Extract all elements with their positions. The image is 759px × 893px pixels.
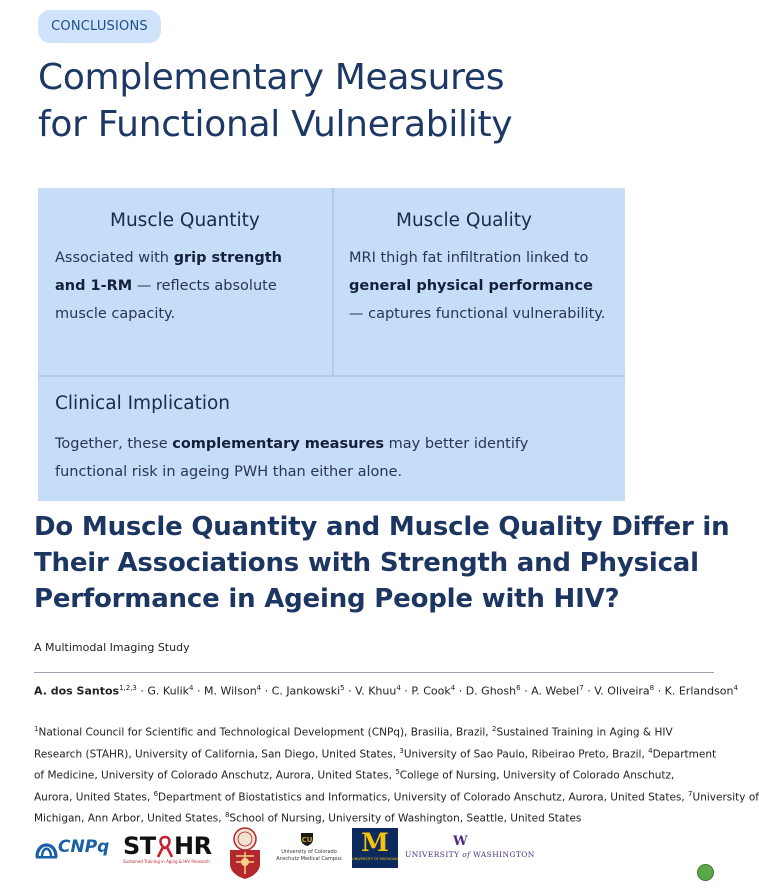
affiliation-mark: 6 bbox=[153, 789, 159, 798]
author-name: V. Oliveira bbox=[594, 684, 650, 698]
affiliation-mark: 7 bbox=[688, 789, 693, 798]
author-name: P. Cook bbox=[411, 684, 451, 698]
author-name: K. Erlandson bbox=[664, 684, 734, 698]
affiliation-text: Michigan, Ann Arbor, United States, bbox=[34, 812, 225, 825]
cu-logo-text-1: University of Colorado bbox=[281, 849, 337, 855]
author-separator: · bbox=[400, 684, 412, 698]
hero-title: Complementary Measures for Functional Vulnerability bbox=[38, 57, 513, 145]
affiliation-mark: 3 bbox=[399, 746, 404, 755]
author-name: D. Ghosh bbox=[465, 684, 517, 698]
author-list bbox=[34, 684, 738, 698]
affiliation-text: University of Sao Paulo, Ribeirao Preto, Brazil, bbox=[403, 748, 649, 760]
umich-logo bbox=[352, 828, 398, 868]
conclusions-panel bbox=[38, 188, 625, 501]
uw-logo bbox=[405, 834, 535, 862]
umich-logo-text: UNIVERSITY OF MICHIGAN bbox=[352, 857, 398, 861]
cu-emblem-icon bbox=[299, 831, 315, 847]
author-name: A. dos Santos bbox=[34, 684, 120, 698]
clinical-implication-body: Together, these complementary measures may better identify functional risk in ageing PWH than either alone. bbox=[55, 436, 529, 480]
affiliation-text: Research (STAHR), University of California, San Diego, United States, bbox=[34, 748, 400, 760]
status-dot bbox=[697, 864, 714, 881]
author-affiliation-mark: 4 bbox=[189, 684, 194, 692]
author-separator: · bbox=[455, 684, 466, 698]
author-separator: · bbox=[583, 684, 595, 698]
title-rule bbox=[34, 672, 714, 673]
author-affiliation-mark: 7 bbox=[579, 684, 584, 692]
affiliation-mark: 1 bbox=[34, 725, 39, 733]
affiliation-text: Department bbox=[652, 748, 717, 760]
affiliation-text: National Council for Scientific and Technological Development (CNPq), Brasilia, Brazil, bbox=[38, 726, 492, 739]
author-affiliation-mark: 4 bbox=[450, 684, 456, 692]
affiliation-text: of Medicine, University of Colorado Anschutz, Aurora, United States, bbox=[34, 769, 396, 782]
author-name: C. Jankowski bbox=[271, 684, 341, 698]
affiliations bbox=[34, 720, 759, 825]
paper-title: Do Muscle Quantity and Muscle Quality Differ in Their Associations with Strength and Physical Performance in Ageing People with HIV? bbox=[34, 512, 730, 614]
affiliation-text: Aurora, United States, bbox=[34, 791, 154, 803]
author-separator: · bbox=[520, 684, 532, 698]
stahr-logo-text-st: ST bbox=[123, 832, 156, 860]
affiliation-text: School of Nursing, University of Washington, Seattle, United States bbox=[229, 812, 582, 825]
author-separator: · bbox=[654, 684, 665, 698]
stahr-logo-text-hr: HR bbox=[174, 832, 212, 860]
cu-logo-text-2: Anschutz Medical Campus bbox=[276, 856, 342, 862]
cnpq-logo-text: CNPq bbox=[58, 837, 110, 857]
muscle-quantity-title: Muscle Quantity bbox=[110, 210, 260, 231]
author-separator: · bbox=[344, 684, 356, 698]
affiliation-mark: 8 bbox=[224, 811, 230, 819]
author-separator: · bbox=[193, 684, 204, 698]
affiliation-text: Department of Biostatistics and Informatics, University of Colorado Anschutz, Aurora, United States, bbox=[158, 791, 689, 803]
author-affiliation-mark: 4 bbox=[256, 684, 262, 692]
muscle-quality-title: Muscle Quality bbox=[396, 210, 533, 231]
umich-block-m-icon: M bbox=[361, 828, 389, 857]
author-name: M. Wilson bbox=[204, 684, 257, 698]
usp-crest-logo bbox=[226, 826, 264, 880]
svg-text:CU: CU bbox=[301, 836, 313, 844]
muscle-quality-body: MRI thigh fat infiltration linked to general physical performance — captures functional vulnerability. bbox=[349, 250, 606, 322]
uw-w-icon: W bbox=[453, 834, 468, 849]
author-separator: · bbox=[136, 684, 148, 698]
author-separator: · bbox=[261, 684, 272, 698]
affiliation-mark: 4 bbox=[648, 746, 653, 755]
author-affiliation-mark: 8 bbox=[649, 684, 655, 692]
muscle-quantity-body: Associated with grip strength and 1-RM — reflects absolute muscle capacity. bbox=[55, 250, 283, 322]
section-tag: CONCLUSIONS bbox=[38, 10, 161, 43]
affiliation-text: University of bbox=[692, 791, 759, 803]
affiliation-mark: 2 bbox=[491, 725, 497, 733]
author-name: V. Khuu bbox=[355, 684, 397, 698]
cnpq-logo bbox=[34, 833, 118, 861]
stahr-tagline: Sustained Training in Aging & HIV Research bbox=[123, 859, 210, 864]
paper-subtitle: A Multimodal Imaging Study bbox=[34, 641, 190, 654]
uw-logo-text: UNIVERSITY of WASHINGTON bbox=[405, 850, 535, 859]
author-affiliation-mark: 5 bbox=[340, 684, 345, 692]
university-crest-icon bbox=[226, 826, 264, 880]
author-affiliation-mark: 1,2,3 bbox=[119, 684, 137, 692]
affiliation-text: College of Nursing, University of Colorado Anschutz, bbox=[399, 769, 675, 782]
affiliation-mark: 5 bbox=[395, 768, 400, 776]
affiliation-text: Sustained Training in Aging & HIV bbox=[496, 726, 673, 739]
author-name: A. Webel bbox=[531, 684, 580, 698]
clinical-implication-title: Clinical Implication bbox=[55, 393, 231, 414]
panel-vertical-divider bbox=[332, 188, 334, 375]
panel-horizontal-divider bbox=[38, 375, 625, 377]
author-affiliation-mark: 4 bbox=[396, 684, 401, 692]
author-name: G. Kulik bbox=[147, 684, 190, 698]
awareness-ribbon-icon bbox=[157, 835, 173, 859]
author-affiliation-mark: 6 bbox=[516, 684, 521, 692]
author-affiliation-mark: 4 bbox=[733, 684, 738, 692]
cu-anschutz-logo bbox=[270, 831, 348, 867]
stahr-logo bbox=[123, 832, 218, 866]
